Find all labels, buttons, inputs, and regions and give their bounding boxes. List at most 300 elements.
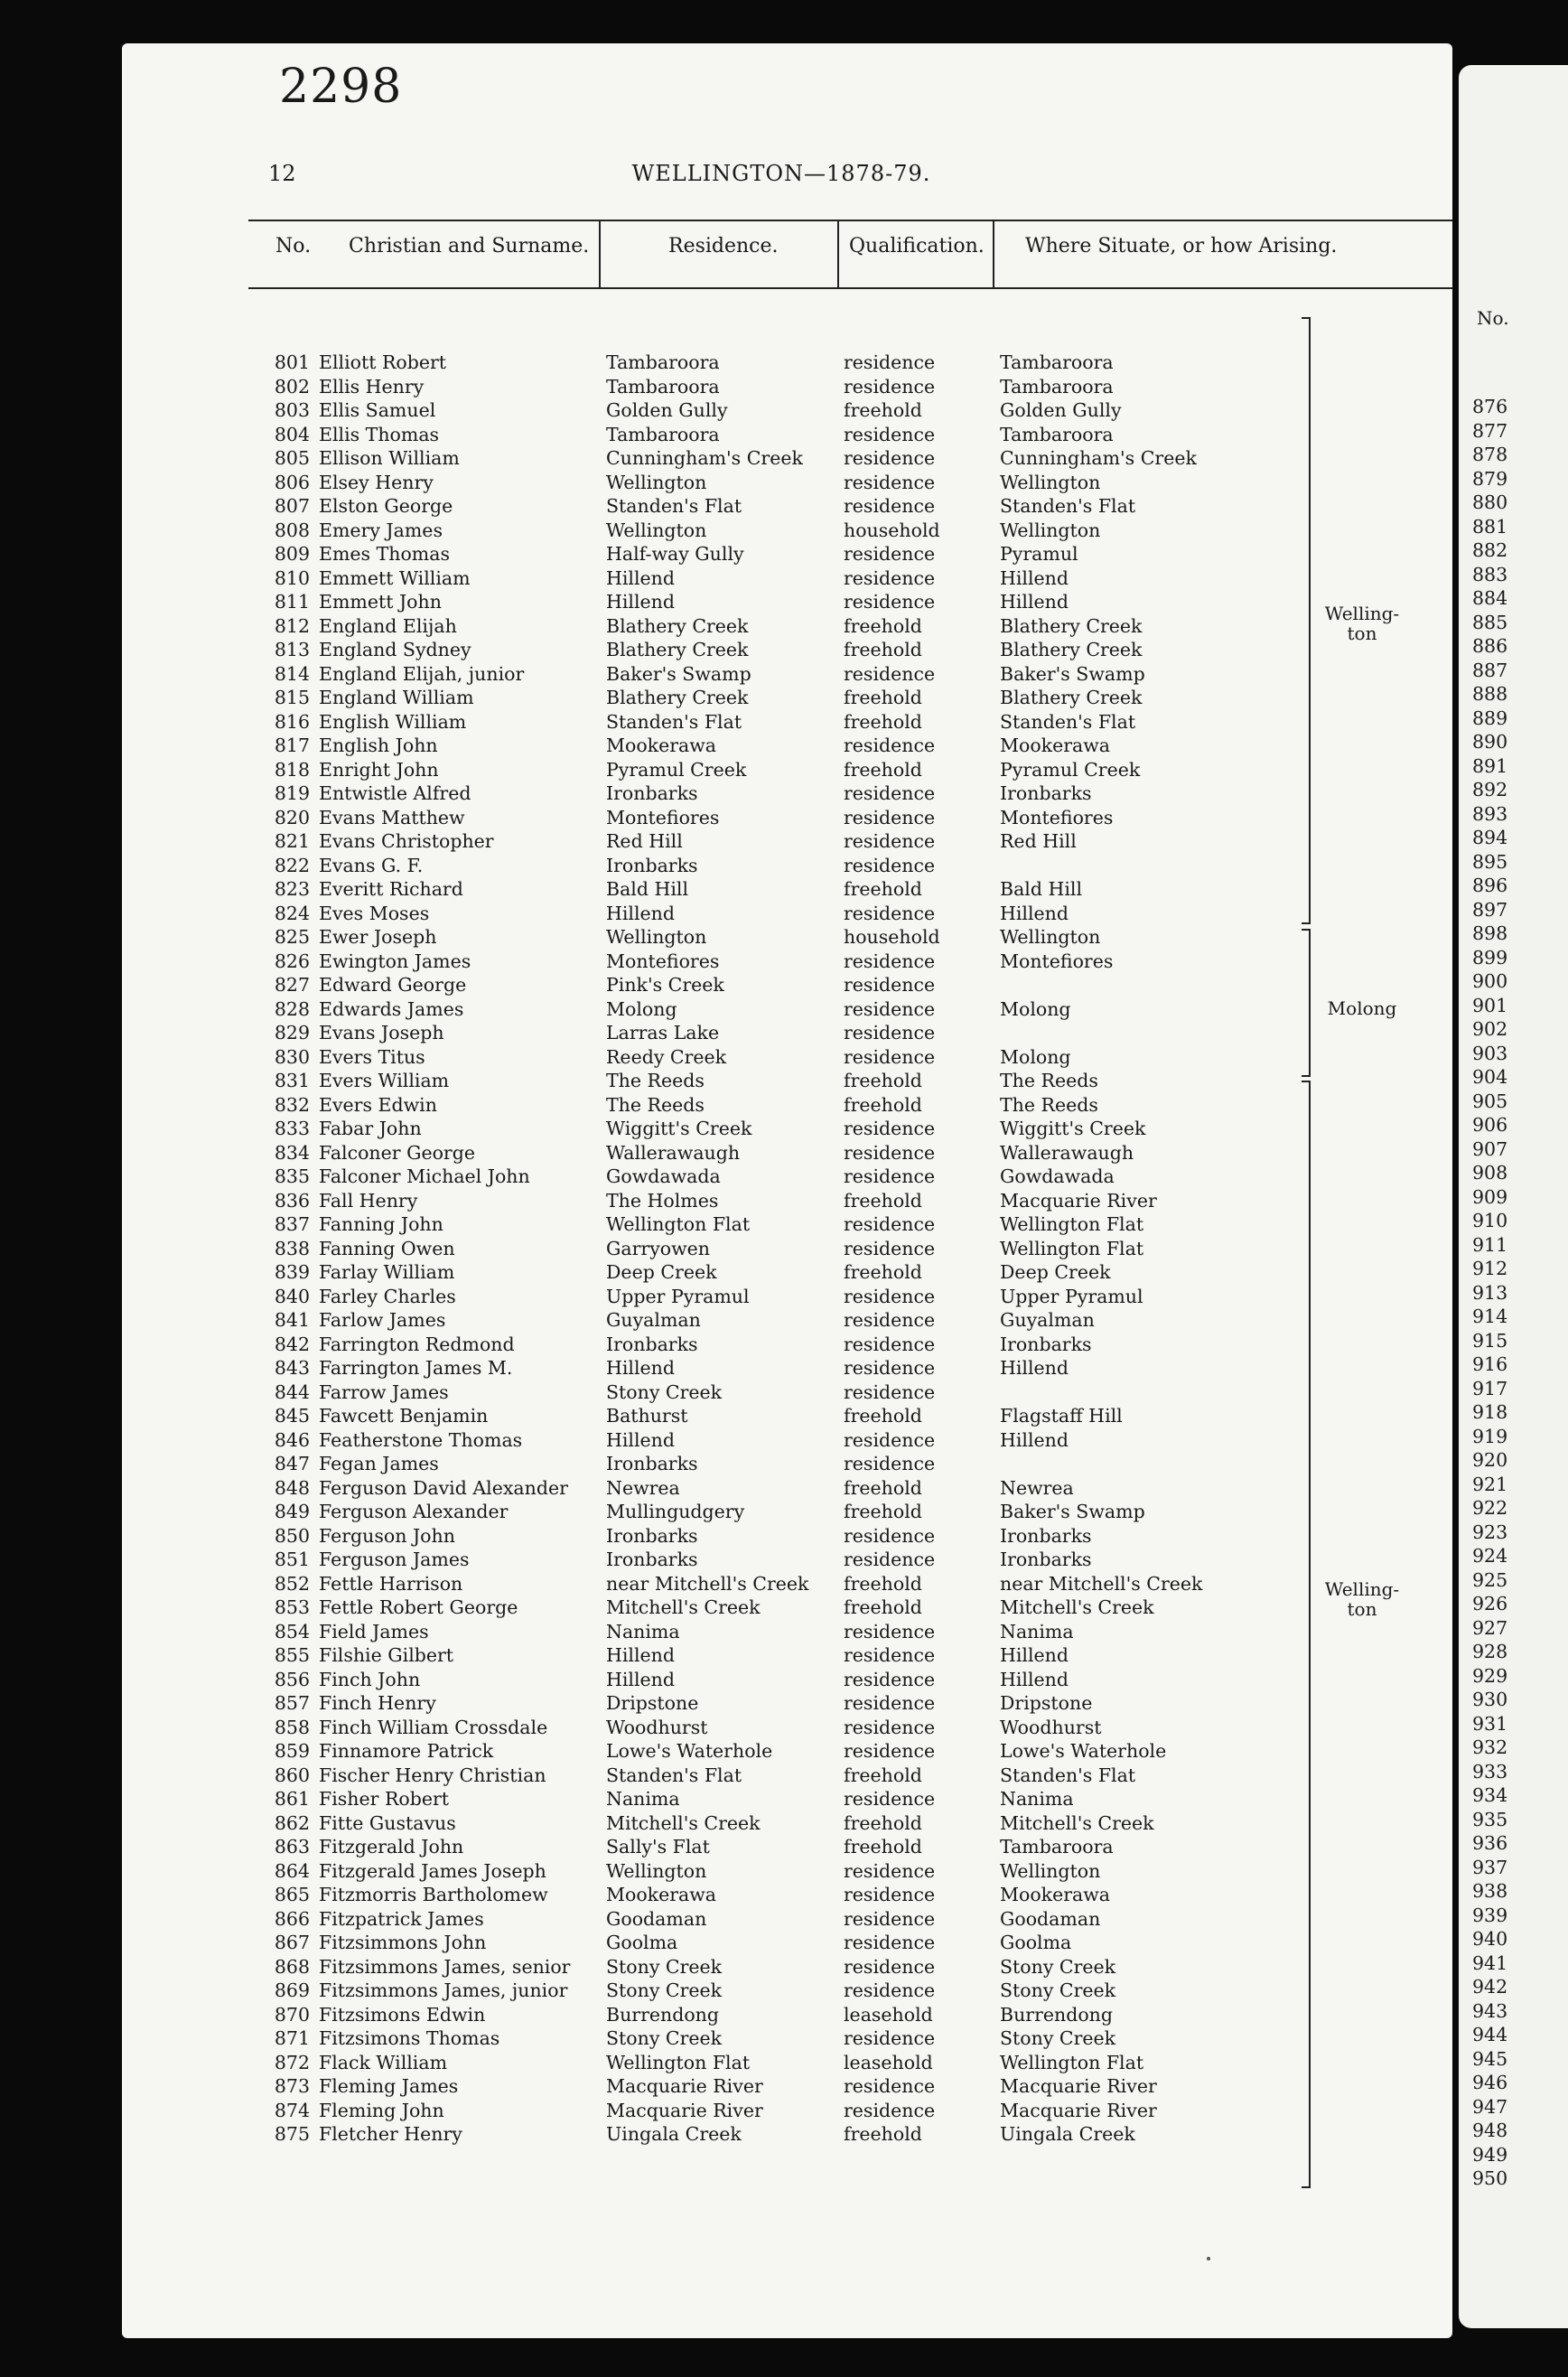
entry-number: 846 [274, 1428, 310, 1451]
entry-number: 830 [274, 1045, 310, 1068]
residence: Ironbarks [606, 1524, 698, 1547]
voter-name: Farrington James M. [319, 1357, 513, 1379]
facing-entry-number: 888 [1472, 683, 1508, 705]
facing-entry-number: 899 [1472, 946, 1508, 969]
qualification: residence [844, 662, 936, 685]
voter-name: Finch John [319, 1668, 421, 1690]
qualification: freehold [844, 710, 922, 733]
facing-entry-number: 897 [1472, 898, 1508, 921]
entry-number: 852 [274, 1572, 310, 1595]
residence: Blathery Creek [606, 687, 749, 708]
facing-entry-number: 912 [1472, 1258, 1508, 1279]
district-label-line: ton [1347, 1598, 1377, 1620]
col-header-qualification: Qualification. [849, 235, 985, 257]
voter-name: Elsey Henry [319, 471, 434, 493]
facing-entry-number: 886 [1472, 635, 1508, 657]
voter-name: Evers William [319, 1070, 450, 1091]
residence: The Reeds [606, 1070, 705, 1091]
residence: Blathery Creek [606, 639, 749, 660]
qualification: residence [844, 1285, 936, 1307]
voter-name: Evans Matthew [319, 806, 465, 828]
qualification: freehold [844, 1572, 922, 1595]
residence: Hillend [606, 591, 676, 613]
district-label [1312, 998, 1412, 1018]
facing-entry-number: 939 [1472, 1904, 1508, 1926]
entry-number: 860 [274, 1764, 310, 1786]
stamp-number: 2298 [279, 60, 403, 114]
facing-entry-number: 946 [1472, 2072, 1508, 2093]
qualification: freehold [844, 1596, 922, 1618]
qualification: residence [844, 1380, 936, 1403]
where-situate: The Reeds [1000, 1093, 1098, 1116]
entry-number: 840 [274, 1285, 310, 1307]
residence: Wellington [606, 519, 707, 541]
facing-entry-number: 891 [1472, 754, 1508, 777]
facing-entry-number: 906 [1472, 1114, 1508, 1136]
qualification: freehold [844, 1476, 922, 1499]
entry-number: 875 [274, 2123, 310, 2145]
district-bracket [1302, 1081, 1311, 2188]
entry-number: 865 [274, 1884, 310, 1905]
residence: Mitchell's Creek [606, 1811, 761, 1834]
where-situate: Wellington Flat [1000, 2051, 1144, 2073]
where-situate: Goolma [1000, 1932, 1072, 1953]
residence: Standen's Flat [606, 1764, 742, 1786]
entry-number: 867 [274, 1932, 310, 1953]
voter-name: Evers Titus [319, 1045, 425, 1068]
qualification: residence [844, 1716, 936, 1738]
entry-number: 832 [274, 1093, 310, 1116]
facing-entry-number: 942 [1472, 1976, 1508, 1998]
qualification: residence [844, 351, 936, 373]
where-situate: Newrea [1000, 1476, 1074, 1499]
facing-entry-number: 909 [1472, 1185, 1508, 1208]
residence: Hillend [606, 1668, 676, 1690]
voter-name: Fitzsimmons James, senior [319, 1955, 571, 1978]
entry-number: 834 [274, 1141, 310, 1164]
where-situate: Flagstaff Hill [1000, 1405, 1123, 1427]
voter-name: Fitzsimons Edwin [319, 2003, 486, 2026]
residence: Stony Creek [606, 2027, 723, 2049]
residence: Deep Creek [606, 1261, 717, 1283]
voter-name: Fitzmorris Bartholomew [319, 1884, 548, 1905]
residence: Tambaroora [606, 423, 720, 445]
qualification: residence [844, 1309, 936, 1331]
entry-number: 869 [274, 1979, 310, 2001]
qualification: residence [844, 471, 936, 493]
col-header-no: No. [275, 235, 312, 257]
facing-entry-number: 920 [1472, 1449, 1508, 1471]
residence: Woodhurst [606, 1716, 708, 1738]
residence: Ironbarks [606, 1549, 698, 1570]
qualification: residence [844, 495, 936, 517]
voter-name: Finch Henry [319, 1692, 436, 1714]
voter-name: England Elijah, junior [319, 662, 525, 685]
qualification: residence [844, 782, 936, 804]
voter-name: Fitzgerald James Joseph [319, 1859, 546, 1882]
where-situate: Red Hill [1000, 830, 1077, 852]
residence: Wallerawaugh [606, 1141, 741, 1164]
facing-entry-number: 947 [1472, 2095, 1508, 2118]
residence: The Holmes [606, 1189, 719, 1212]
voter-name: Fabar John [319, 1118, 422, 1139]
facing-entry-number: 917 [1472, 1377, 1508, 1399]
facing-entry-number: 919 [1472, 1425, 1508, 1447]
where-situate: Stony Creek [1000, 1955, 1116, 1978]
qualification: residence [844, 1740, 936, 1762]
where-situate: Wiggitt's Creek [1000, 1118, 1146, 1139]
voter-name: English William [319, 710, 467, 733]
residence: Molong [606, 997, 677, 1020]
district-bracket [1302, 929, 1311, 1077]
facing-entry-number: 915 [1472, 1329, 1508, 1352]
qualification: residence [844, 566, 936, 589]
residence: Gowdawada [606, 1165, 721, 1187]
where-situate: Hillend [1000, 1428, 1069, 1451]
facing-entry-number: 921 [1472, 1473, 1508, 1495]
facing-entry-number: 943 [1472, 1999, 1508, 2022]
facing-entry-number: 924 [1472, 1545, 1508, 1567]
facing-entry-number: 922 [1472, 1497, 1508, 1519]
residence: The Reeds [606, 1093, 705, 1116]
facing-page-header: No. [1477, 307, 1509, 329]
entry-number: 859 [274, 1740, 310, 1762]
entry-number: 823 [274, 878, 310, 900]
residence: Macquarie River [606, 2099, 763, 2121]
qualification: residence [844, 950, 936, 972]
where-situate: Macquarie River [1000, 1189, 1157, 1212]
entry-number: 851 [274, 1549, 310, 1570]
where-situate: Wellington [1000, 471, 1101, 493]
voter-name: Emmett John [319, 591, 442, 613]
where-situate: Hillend [1000, 1668, 1069, 1690]
voter-name: Emes Thomas [319, 543, 450, 565]
voter-name: Fitzsimmons James, junior [319, 1979, 568, 2001]
facing-entry-number: 935 [1472, 1808, 1508, 1830]
residence: Hillend [606, 1357, 676, 1379]
col-header-residence: Residence. [668, 235, 779, 257]
entry-number: 827 [274, 974, 310, 996]
residence: Hillend [606, 1644, 676, 1666]
facing-entry-number: 911 [1472, 1233, 1508, 1256]
column-divider [993, 220, 994, 287]
where-situate: Wellington [1000, 519, 1101, 541]
qualification: residence [844, 591, 936, 613]
residence: Mullingudgery [606, 1501, 745, 1522]
voter-name: Fitzpatrick James [319, 1907, 484, 1930]
facing-entry-number: 880 [1472, 491, 1508, 513]
where-situate: Nanima [1000, 1788, 1074, 1810]
where-situate: Baker's Swamp [1000, 1501, 1145, 1522]
residence: near Mitchell's Creek [606, 1572, 809, 1595]
header-top-rule [248, 220, 1452, 221]
qualification: freehold [844, 1261, 922, 1283]
residence: Nanima [606, 1620, 680, 1642]
entry-number: 847 [274, 1453, 310, 1474]
entry-number: 857 [274, 1692, 310, 1714]
residence: Burrendong [606, 2003, 719, 2026]
qualification: residence [844, 1549, 936, 1570]
voter-name: Entwistle Alfred [319, 782, 471, 804]
facing-entry-number: 910 [1472, 1210, 1508, 1231]
residence: Tambaroora [606, 351, 720, 373]
voter-name: Fitzgerald John [319, 1836, 464, 1858]
facing-entry-number: 883 [1472, 563, 1508, 585]
facing-entry-number: 896 [1472, 875, 1508, 896]
where-situate: Tambaroora [1000, 1836, 1114, 1858]
residence: Ironbarks [606, 782, 698, 804]
header-bottom-rule [248, 287, 1452, 289]
qualification: residence [844, 974, 936, 996]
where-situate: Macquarie River [1000, 2075, 1157, 2097]
voter-name: Fanning Owen [319, 1237, 455, 1259]
where-situate: Dripstone [1000, 1692, 1093, 1714]
entry-number: 817 [274, 735, 310, 756]
qualification: residence [844, 375, 936, 398]
voter-name: Emmett William [319, 566, 471, 589]
where-situate: Montefiores [1000, 950, 1114, 972]
where-situate: Molong [1000, 997, 1071, 1020]
entry-number: 822 [274, 854, 310, 876]
voter-name: Elston George [319, 495, 453, 517]
voter-name: Ferguson James [319, 1549, 470, 1570]
where-situate: Woodhurst [1000, 1716, 1102, 1738]
voter-name: Filshie Gilbert [319, 1644, 454, 1666]
voter-name: Evans Joseph [319, 1022, 444, 1043]
voter-name: Finch William Crossdale [319, 1716, 548, 1738]
where-situate: Lowe's Waterhole [1000, 1740, 1167, 1762]
voter-name: Emery James [319, 519, 443, 541]
voter-name: Fleming John [319, 2099, 444, 2121]
entry-number: 825 [274, 926, 310, 948]
residence: Ironbarks [606, 1333, 698, 1355]
qualification: freehold [844, 614, 922, 637]
where-situate: Molong [1000, 1045, 1071, 1068]
entry-number: 844 [274, 1380, 310, 1403]
voter-name: Fitte Gustavus [319, 1811, 456, 1834]
voter-name: Eves Moses [319, 902, 430, 924]
where-situate: Wellington [1000, 1859, 1101, 1882]
facing-entry-number: 940 [1472, 1928, 1508, 1950]
qualification: household [844, 519, 940, 541]
voter-name: Fall Henry [319, 1189, 418, 1212]
residence: Bathurst [606, 1405, 688, 1427]
facing-entry-number: 934 [1472, 1784, 1508, 1806]
entry-number: 841 [274, 1309, 310, 1331]
facing-entry-number: 902 [1472, 1018, 1508, 1040]
district-label-line: Molong [1327, 997, 1397, 1019]
residence: Golden Gully [606, 399, 728, 421]
qualification: freehold [844, 1811, 922, 1834]
qualification: residence [844, 447, 936, 469]
where-situate: Hillend [1000, 1644, 1069, 1666]
facing-entry-number: 937 [1472, 1856, 1508, 1878]
residence: Wellington [606, 471, 707, 493]
where-situate: Montefiores [1000, 806, 1114, 828]
where-situate: Goodaman [1000, 1907, 1101, 1930]
facing-entry-number: 945 [1472, 2047, 1508, 2070]
residence: Montefiores [606, 806, 720, 828]
qualification: freehold [844, 1189, 922, 1212]
qualification: household [844, 926, 940, 948]
voter-name: Finnamore Patrick [319, 1740, 494, 1762]
residence: Larras Lake [606, 1022, 720, 1043]
facing-entry-number: 950 [1472, 2167, 1508, 2189]
entry-number: 871 [274, 2027, 310, 2049]
facing-entry-number: 900 [1472, 970, 1508, 992]
entry-number: 805 [274, 447, 310, 469]
qualification: residence [844, 2099, 936, 2121]
qualification: residence [844, 1692, 936, 1714]
voter-name: Farley Charles [319, 1285, 456, 1307]
district-label-line: Welling- [1324, 1578, 1400, 1600]
voter-name: Falconer George [319, 1141, 475, 1164]
voter-name: Edwards James [319, 997, 464, 1020]
where-situate: Upper Pyramul [1000, 1285, 1143, 1307]
facing-entry-number: 925 [1472, 1568, 1508, 1591]
entry-number: 807 [274, 495, 310, 517]
where-situate: Golden Gully [1000, 399, 1122, 421]
residence: Wellington Flat [606, 1213, 751, 1235]
entry-number: 870 [274, 2003, 310, 2026]
voter-name: Ferguson Alexander [319, 1501, 509, 1522]
district-label-line: ton [1347, 622, 1377, 644]
entry-number: 818 [274, 758, 310, 781]
entry-number: 833 [274, 1118, 310, 1139]
qualification: residence [844, 735, 936, 756]
residence: Baker's Swamp [606, 662, 751, 685]
entry-number: 808 [274, 519, 310, 541]
col-header-where: Where Situate, or how Arising. [1025, 235, 1338, 257]
entry-number: 824 [274, 902, 310, 924]
facing-entry-number: 944 [1472, 2024, 1508, 2045]
district-label [1312, 1579, 1412, 1619]
where-situate: Nanima [1000, 1620, 1074, 1642]
qualification: leasehold [844, 2051, 933, 2073]
qualification: residence [844, 1644, 936, 1666]
voter-name: Ewer Joseph [319, 926, 437, 948]
entry-number: 866 [274, 1907, 310, 1930]
where-situate: Deep Creek [1000, 1261, 1111, 1283]
facing-entry-number: 913 [1472, 1281, 1508, 1304]
entry-number: 858 [274, 1716, 310, 1738]
voter-name: English John [319, 735, 438, 756]
entry-number: 837 [274, 1213, 310, 1235]
entry-number: 835 [274, 1165, 310, 1187]
qualification: freehold [844, 1836, 922, 1858]
where-situate: Wellington Flat [1000, 1213, 1144, 1235]
residence: Goodaman [606, 1907, 707, 1930]
residence: Macquarie River [606, 2075, 763, 2097]
voter-name: Featherstone Thomas [319, 1428, 523, 1451]
entry-number: 814 [274, 662, 310, 685]
entry-number: 801 [274, 351, 310, 373]
qualification: freehold [844, 1501, 922, 1522]
where-situate: Mitchell's Creek [1000, 1811, 1154, 1834]
voter-name: Fanning John [319, 1213, 443, 1235]
where-situate: Uingala Creek [1000, 2123, 1135, 2145]
facing-entry-number: 932 [1472, 1736, 1508, 1758]
voter-name: Fitzsimmons John [319, 1932, 487, 1953]
facing-entry-number: 916 [1472, 1353, 1508, 1375]
voter-name: Flack William [319, 2051, 448, 2073]
voter-name: Farrow James [319, 1380, 449, 1403]
facing-entry-number: 931 [1472, 1712, 1508, 1735]
entry-number: 836 [274, 1189, 310, 1212]
page-number: 12 [268, 161, 296, 186]
entry-number: 856 [274, 1668, 310, 1690]
residence: Half-way Gully [606, 543, 744, 565]
qualification: residence [844, 902, 936, 924]
qualification: leasehold [844, 2003, 933, 2026]
entry-number: 828 [274, 997, 310, 1020]
voter-name: Fletcher Henry [319, 2123, 462, 2145]
entry-number: 838 [274, 1237, 310, 1259]
where-situate: Wellington [1000, 926, 1101, 948]
where-situate: Macquarie River [1000, 2099, 1157, 2121]
where-situate: Mitchell's Creek [1000, 1596, 1154, 1618]
entry-number: 849 [274, 1501, 310, 1522]
where-situate: Gowdawada [1000, 1165, 1115, 1187]
speck [1207, 2257, 1210, 2260]
voter-name: Everitt Richard [319, 878, 463, 900]
qualification: residence [844, 1118, 936, 1139]
where-situate: Wellington Flat [1000, 1237, 1144, 1259]
voter-name: Fischer Henry Christian [319, 1764, 546, 1786]
facing-entry-number: 933 [1472, 1760, 1508, 1783]
voter-name: Ellis Henry [319, 375, 425, 398]
where-situate: Pyramul [1000, 543, 1078, 565]
voter-name: Fawcett Benjamin [319, 1405, 489, 1427]
entry-number: 868 [274, 1955, 310, 1978]
residence: Wellington Flat [606, 2051, 751, 2073]
entry-number: 845 [274, 1405, 310, 1427]
entry-number: 802 [274, 375, 310, 398]
residence: Reedy Creek [606, 1045, 727, 1068]
facing-entry-number: 941 [1472, 1951, 1508, 1974]
facing-entry-number: 879 [1472, 467, 1508, 490]
qualification: freehold [844, 399, 922, 421]
residence: Nanima [606, 1788, 680, 1810]
voter-name: Fegan James [319, 1453, 439, 1474]
entry-number: 810 [274, 566, 310, 589]
qualification: residence [844, 1907, 936, 1930]
entry-number: 809 [274, 543, 310, 565]
where-situate: Hillend [1000, 566, 1069, 589]
where-situate: Baker's Swamp [1000, 662, 1145, 685]
residence: Dripstone [606, 1692, 699, 1714]
residence: Stony Creek [606, 1380, 723, 1403]
entry-number: 861 [274, 1788, 310, 1810]
qualification: residence [844, 1333, 936, 1355]
residence: Standen's Flat [606, 495, 742, 517]
facing-entry-number: 885 [1472, 611, 1508, 633]
entry-number: 843 [274, 1357, 310, 1379]
where-situate: Stony Creek [1000, 2027, 1116, 2049]
qualification: residence [844, 1932, 936, 1953]
where-situate: Hillend [1000, 1357, 1069, 1379]
qualification: residence [844, 543, 936, 565]
facing-entry-number: 948 [1472, 2120, 1508, 2141]
facing-entry-number: 914 [1472, 1305, 1508, 1327]
voter-name: Fleming James [319, 2075, 459, 2097]
facing-entry-number: 887 [1472, 659, 1508, 681]
facing-entry-number: 894 [1472, 827, 1508, 848]
district-label [1312, 604, 1412, 643]
where-situate: Blathery Creek [1000, 639, 1143, 660]
qualification: freehold [844, 1093, 922, 1116]
voter-name: Evans G. F. [319, 854, 424, 876]
